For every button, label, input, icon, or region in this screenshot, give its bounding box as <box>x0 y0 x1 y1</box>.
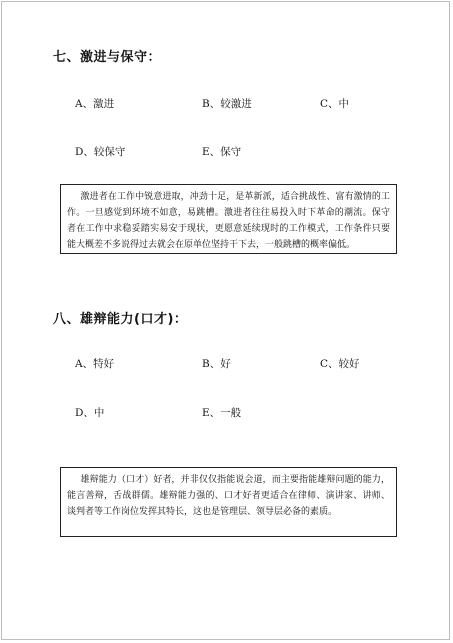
section-7-title: 七、激进与保守： <box>53 50 162 65</box>
option-c-medium: C、中 <box>320 98 350 110</box>
section-8-title: 八、雄辩能力(口才)： <box>53 312 188 327</box>
option-d-medium: D、中 <box>75 407 105 419</box>
option-a-aggressive: A、激进 <box>75 98 115 110</box>
option-e-conservative: E、保守 <box>202 146 242 158</box>
section-7-description: 激进者在工作中锐意进取，冲劲十足，是革新派，适合挑战性、富有激情的工作。一旦感觉到环境不如意，易跳槽。激进者往往易投入时下革命的潮流。保守者在工作中求稳妥踏实易安于现状，更愿意延续现时的工作模式，工作条件只要能大概差不多说得过去就会在原单位坚持干下去，一般跳槽的概率偏低。 <box>60 184 397 254</box>
option-e-average: E、一般 <box>202 407 242 419</box>
option-c-fairly-good: C、较好 <box>320 358 360 370</box>
option-d-fairly-conservative: D、较保守 <box>75 146 126 158</box>
section-8-description: 雄辩能力（口才）好者，并非仅仅指能说会道，而主要指能雄辩问题的能力，能言善辩，舌战群儒。雄辩能力强的、口才好者更适合在律师、演讲家、讲师、谈判者等工作岗位发挥其特长，这也是管理层、领导层必备的素质。 <box>60 467 397 537</box>
option-b-good: B、好 <box>202 358 231 370</box>
option-b-fairly-aggressive: B、较激进 <box>202 98 252 110</box>
option-a-excellent: A、特好 <box>75 358 115 370</box>
